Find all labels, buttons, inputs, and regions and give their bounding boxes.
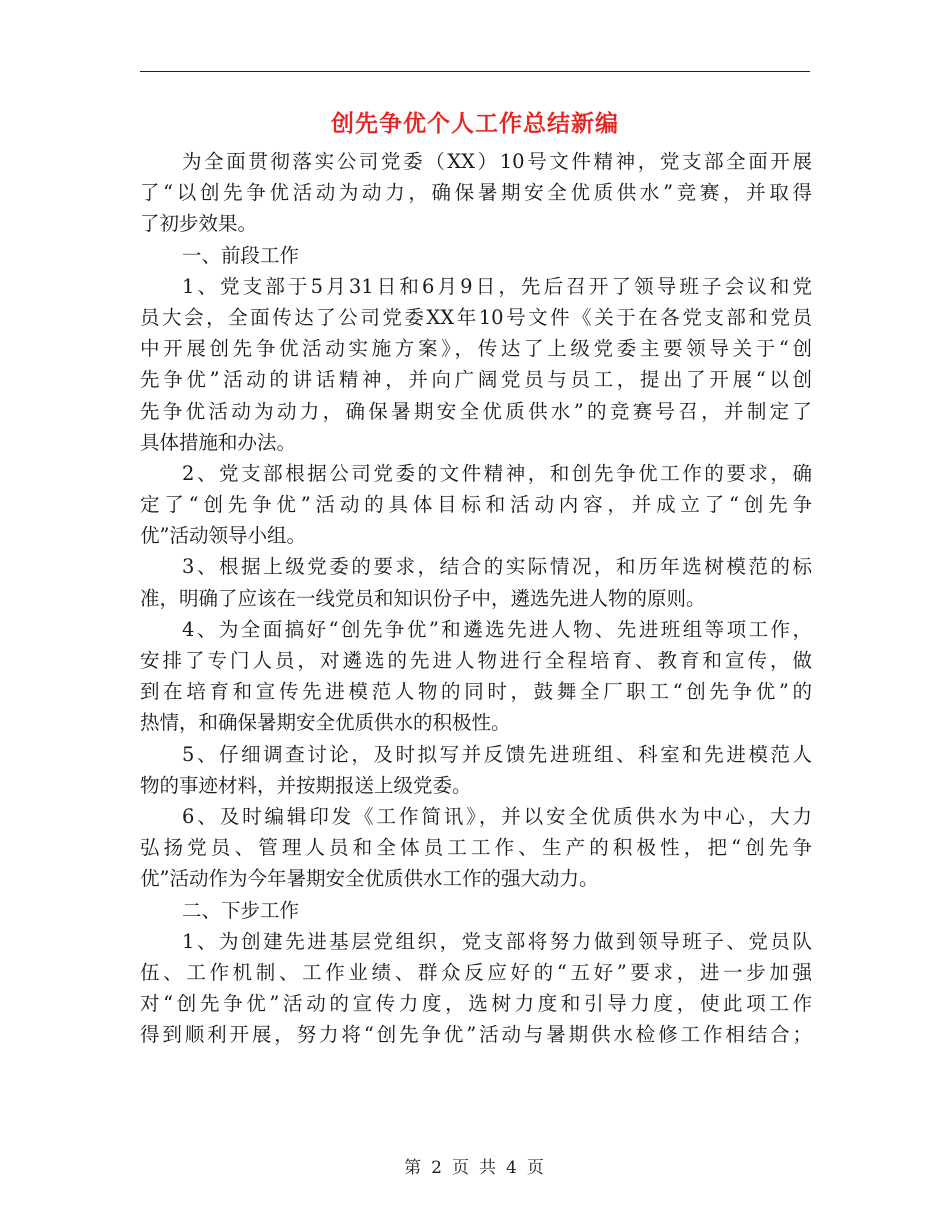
text-line: 4、为全面搞好“创先争优”和遴选先进人物、先进班组等项工作， bbox=[182, 617, 812, 641]
page-footer bbox=[0, 1153, 950, 1178]
footer-page-number: 2 bbox=[431, 1158, 444, 1178]
text-line: 先争优活动为动力，确保暑期安全优质供水”的竞赛号召，并制定了 bbox=[140, 399, 812, 423]
text-line: 优”活动领导小组。 bbox=[140, 524, 306, 548]
text-line: 弘扬党员、管理人员和全体员工工作、生产的积极性，把“创先争 bbox=[140, 836, 812, 860]
footer-total-pages: 4 bbox=[506, 1158, 519, 1178]
text-line: 具体措施和办法。 bbox=[140, 430, 297, 454]
footer-total-unit: 页 bbox=[526, 1158, 546, 1178]
text-line: 3、根据上级党委的要求，结合的实际情况，和历年选树模范的标 bbox=[182, 555, 812, 579]
text-line: 了初步效果。 bbox=[140, 212, 258, 236]
text-line: 6、及时编辑印发《工作简讯》，并以安全优质供水为中心，大力 bbox=[182, 804, 812, 828]
text-line: 对“创先争优”活动的宣传力度，选树力度和引导力度，使此项工作 bbox=[140, 992, 812, 1016]
text-line: 员大会，全面传达了公司党委XX年10号文件《关于在各党支部和党员 bbox=[140, 305, 812, 329]
text-line: 准，明确了应该在一线党员和知识份子中，遴选先进人物的原则。 bbox=[140, 586, 706, 610]
text-line: 得到顺利开展，努力将“创先争优”活动与暑期供水检修工作相结合； bbox=[140, 1023, 812, 1047]
text-line: 1、为创建先进基层党组织，党支部将努力做到领导班子、党员队 bbox=[182, 929, 812, 953]
footer-page-unit: 页 bbox=[452, 1158, 471, 1178]
text-line: 热情，和确保暑期安全优质供水的积极性。 bbox=[140, 711, 511, 735]
text-line: 物的事迹材料，并按期报送上级党委。 bbox=[140, 773, 472, 797]
text-line: 1、党支部于5月31日和6月9日，先后召开了领导班子会议和党 bbox=[182, 274, 812, 298]
text-line: 先争优”活动的讲话精神，并向广阔党员与员工，提出了开展“以创 bbox=[140, 368, 812, 392]
text-line: 5、仔细调查讨论，及时拟写并反馈先进班组、科室和先进模范人 bbox=[182, 742, 812, 766]
text-line: 了“以创先争优活动为动力，确保暑期安全优质供水”竞赛，并取得 bbox=[140, 181, 812, 205]
document-title: 创先争优个人工作总结新编 bbox=[331, 111, 619, 137]
text-line: 定了“创先争优”活动的具体目标和活动内容，并成立了“创先争 bbox=[140, 493, 812, 517]
text-line: 伍、工作机制、工作业绩、群众反应好的“五好”要求，进一步加强 bbox=[140, 960, 812, 984]
text-line: 2、党支部根据公司党委的文件精神，和创先争优工作的要求，确 bbox=[182, 461, 812, 485]
footer-total-prefix: 共 bbox=[479, 1158, 498, 1178]
text-line: 到在培育和宣传先进模范人物的同时，鼓舞全厂职工“创先争优”的 bbox=[140, 680, 812, 704]
text-line: 二、下步工作 bbox=[182, 898, 300, 922]
text-line: 中开展创先争优活动实施方案》，传达了上级党委主要领导关于“创 bbox=[140, 337, 812, 361]
text-line: 安排了专门人员，对遴选的先进人物进行全程培育、教育和宣传，做 bbox=[140, 649, 812, 672]
header-rule bbox=[140, 71, 810, 72]
text-line: 为全面贯彻落实公司党委（XX）10号文件精神，党支部全面开展 bbox=[182, 150, 812, 173]
text-line: 一、前段工作 bbox=[182, 243, 300, 267]
document-body bbox=[140, 146, 812, 1050]
footer-prefix: 第 bbox=[404, 1158, 424, 1178]
text-line: 优”活动作为今年暑期安全优质供水工作的强大动力。 bbox=[140, 867, 599, 891]
